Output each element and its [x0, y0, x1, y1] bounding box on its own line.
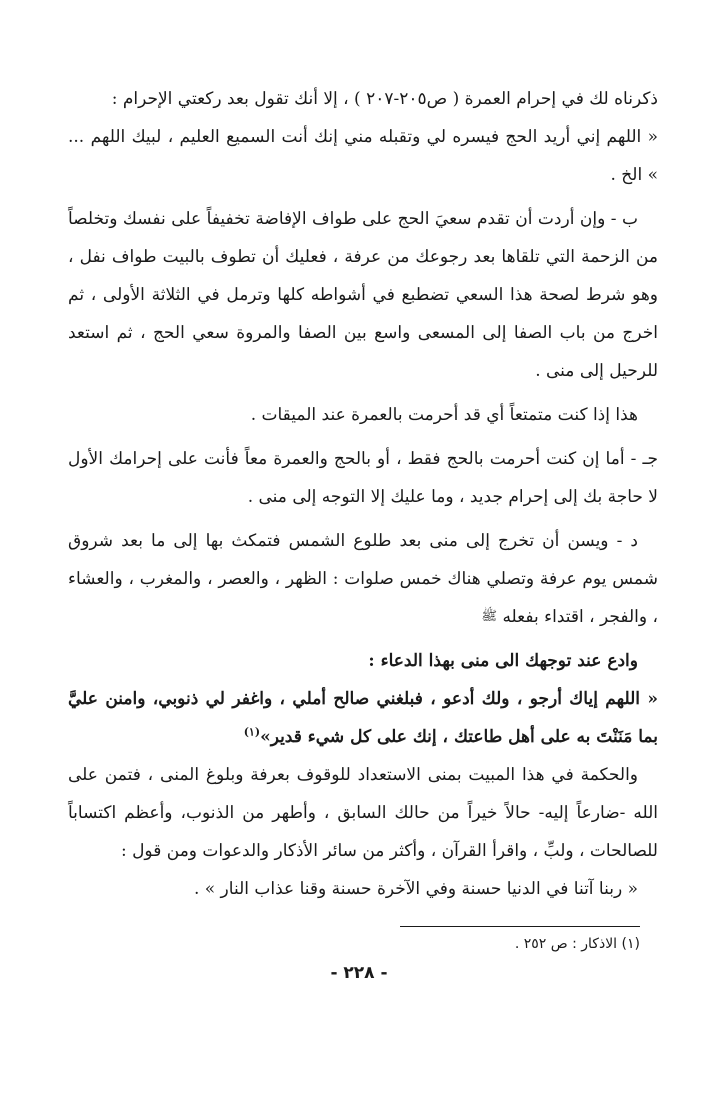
page-number: - ٢٢٨ - — [330, 963, 388, 983]
main-text — [68, 80, 658, 908]
paragraph-intro: ذكرناه لك في إحرام العمرة ( ص٢٠٥-٢٠٧ ) ، إلا أنك تقول بعد ركعتي الإحرام : — [111, 89, 658, 109]
paragraph-rabbana-dua: « ربنا آتنا في الدنيا حسنة وفي الآخرة حسنة وقنا عذاب النار » . — [193, 879, 638, 899]
footnote-marker: (١) — [243, 725, 261, 739]
footnote: (١) الاذكار : ص ٢٥٢ . — [514, 936, 640, 952]
paragraph-dua-text — [68, 680, 658, 756]
honorific-symbol: ﷺ — [481, 609, 498, 624]
paragraph-dua-text-body: « اللهم إياك أرجو ، ولك أدعو ، فبلغني صالح أملي ، واغفر لي ذنوبي، وامنن عليَّ بما مَنَنْتَ به على أهل طاعتك ، إنك على كل شيء قدير» — [68, 689, 658, 747]
paragraph-section-d-text: د - ويسن أن تخرج إلى منى بعد طلوع الشمس فتمكث بها إلى ما بعد شروق شمس يوم عرفة وتصلي هناك خمس صلوات : الظهر ، والعصر ، والمغرب ، والعشاء ، والفجر ، اقتداء بفعله — [68, 531, 658, 627]
paragraph-section-d — [68, 522, 658, 636]
paragraph-section-j: جـ - أما إن كنت أحرمت بالحج فقط ، أو بالحج والعمرة معاً فأنت على إحرامك الأول لا حاجة بك إلى إحرام جديد ، وما عليك إلا التوجه إلى منى . — [68, 449, 658, 507]
paragraph-talbiyah-supplication: « اللهم إني أريد الحج فيسره لي وتقبله مني إنك أنت السميع العليم ، لبيك اللهم ... » الخ . — [68, 127, 658, 185]
paragraph-section-b: ب - وإن أردت أن تقدم سعيَ الحج على طواف الإفاضة تخفيفاً على نفسك وتخلصاً من الزحمة التي تلقاها بعد رجوعك من عرفة ، فعليك أن تطوف بالبيت طواف نفل ، وهو شرط لصحة هذا السعي تضطبع في أشواطه كلها وترمل في الثلاثة الأولى ، ثم اخرج من باب الصفا إلى المسعى واسع بين الصفا والمروة سعي الحج ، ثم استعد للرحيل إلى منى . — [68, 209, 658, 381]
paragraph-wisdom: والحكمة في هذا المبيت بمنى الاستعداد للوقوف بعرفة وبلوغ المنى ، فتمن على الله -ضارعاً إليه- حالاً خيراً من حالك السابق ، وأطهر من الذنوب، وأعظم اكتساباً للصالحات ، ولبِّ ، واقرأ القرآن ، وأكثر من سائر الأذكار والدعوات ومن قول : — [68, 765, 658, 861]
footnote-divider — [400, 926, 640, 927]
paragraph-tamattu-note: هذا إذا كنت متمتعاً أي قد أحرمت بالعمرة عند الميقات . — [250, 405, 638, 425]
paragraph-dua-intro: وادع عند توجهك الى منى بهذا الدعاء : — [368, 651, 638, 671]
